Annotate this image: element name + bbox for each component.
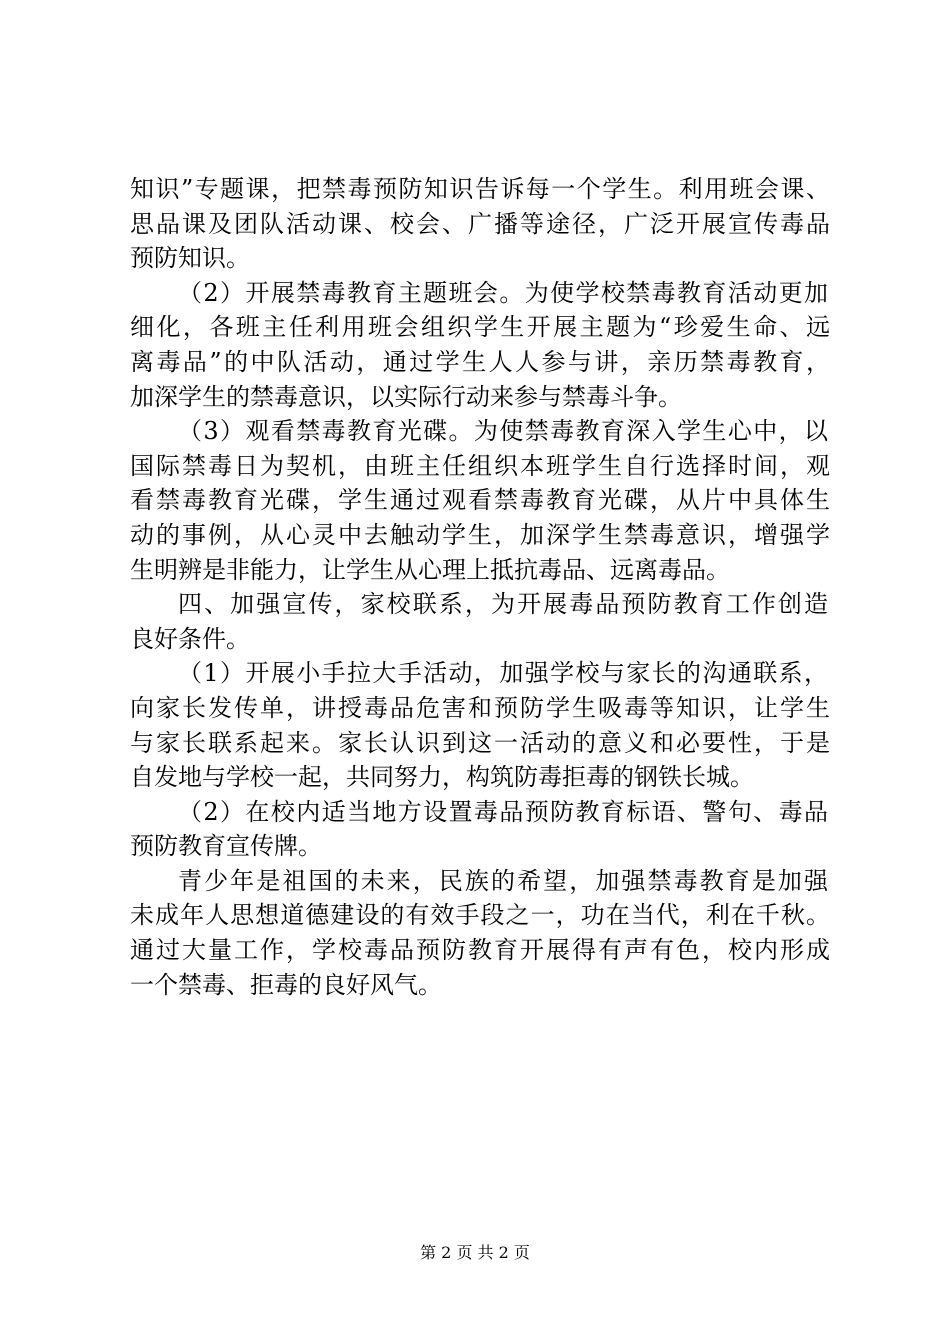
text-line: 与家长联系起来。家长认识到这一活动的意义和必要性，于是	[130, 728, 830, 757]
text-line: （2）开展禁毒教育主题班会。为使学校禁毒教育活动更加	[178, 278, 828, 307]
text-line: 青少年是祖国的未来，民族的希望，加强禁毒教育是加强	[178, 866, 828, 895]
text-line: 动的事例，从心灵中去触动学生，加深学生禁毒意识，增强学	[130, 520, 830, 549]
text-line: 良好条件。	[130, 624, 250, 653]
text-line: 自发地与学校一起，共同努力，构筑防毒拒毒的钢铁长城。	[130, 763, 754, 792]
text-line: 看禁毒教育光碟，学生通过观看禁毒教育光碟，从片中具体生	[130, 486, 830, 515]
text-line: 预防知识。	[130, 244, 250, 273]
text-line: 离毒品”的中队活动，通过学生人人参与讲，亲历禁毒教育，	[130, 347, 830, 376]
document-body	[130, 172, 830, 1002]
text-line: （2）在校内适当地方设置毒品预防教育标语、警句、毒品	[178, 797, 828, 826]
text-line: （3）观看禁毒教育光碟。为使禁毒教育深入学生心中，以	[178, 417, 828, 446]
text-line: 细化，各班主任利用班会组织学生开展主题为“珍爱生命、远	[130, 313, 830, 342]
text-line: 通过大量工作，学校毒品预防教育开展得有声有色，校内形成	[130, 936, 830, 965]
text-line: 知识”专题课，把禁毒预防知识告诉每一个学生。利用班会课、	[130, 175, 830, 203]
text-line: 生明辨是非能力，让学生从心理上抵抗毒品、远离毒品。	[130, 555, 730, 584]
text-line: 预防教育宣传牌。	[130, 832, 322, 861]
text-line: 一个禁毒、拒毒的良好风气。	[130, 970, 442, 999]
text-line: 思品课及团队活动课、校会、广播等途径，广泛开展宣传毒品	[130, 209, 830, 238]
text-line: 向家长发传单，讲授毒品危害和预防学生吸毒等知识，让学生	[130, 693, 830, 722]
text-line: （1）开展小手拉大手活动，加强学校与家长的沟通联系，	[178, 659, 828, 688]
text-line: 未成年人思想道德建设的有效手段之一，功在当代，利在千秋。	[130, 901, 830, 930]
text-line: 国际禁毒日为契机，由班主任组织本班学生自行选择时间，观	[130, 451, 830, 480]
page-footer: 第 2 页 共 2 页	[420, 1243, 530, 1262]
text-line: 加深学生的禁毒意识，以实际行动来参与禁毒斗争。	[130, 382, 682, 411]
text-line: 四、加强宣传，家校联系，为开展毒品预防教育工作创造	[178, 590, 828, 619]
